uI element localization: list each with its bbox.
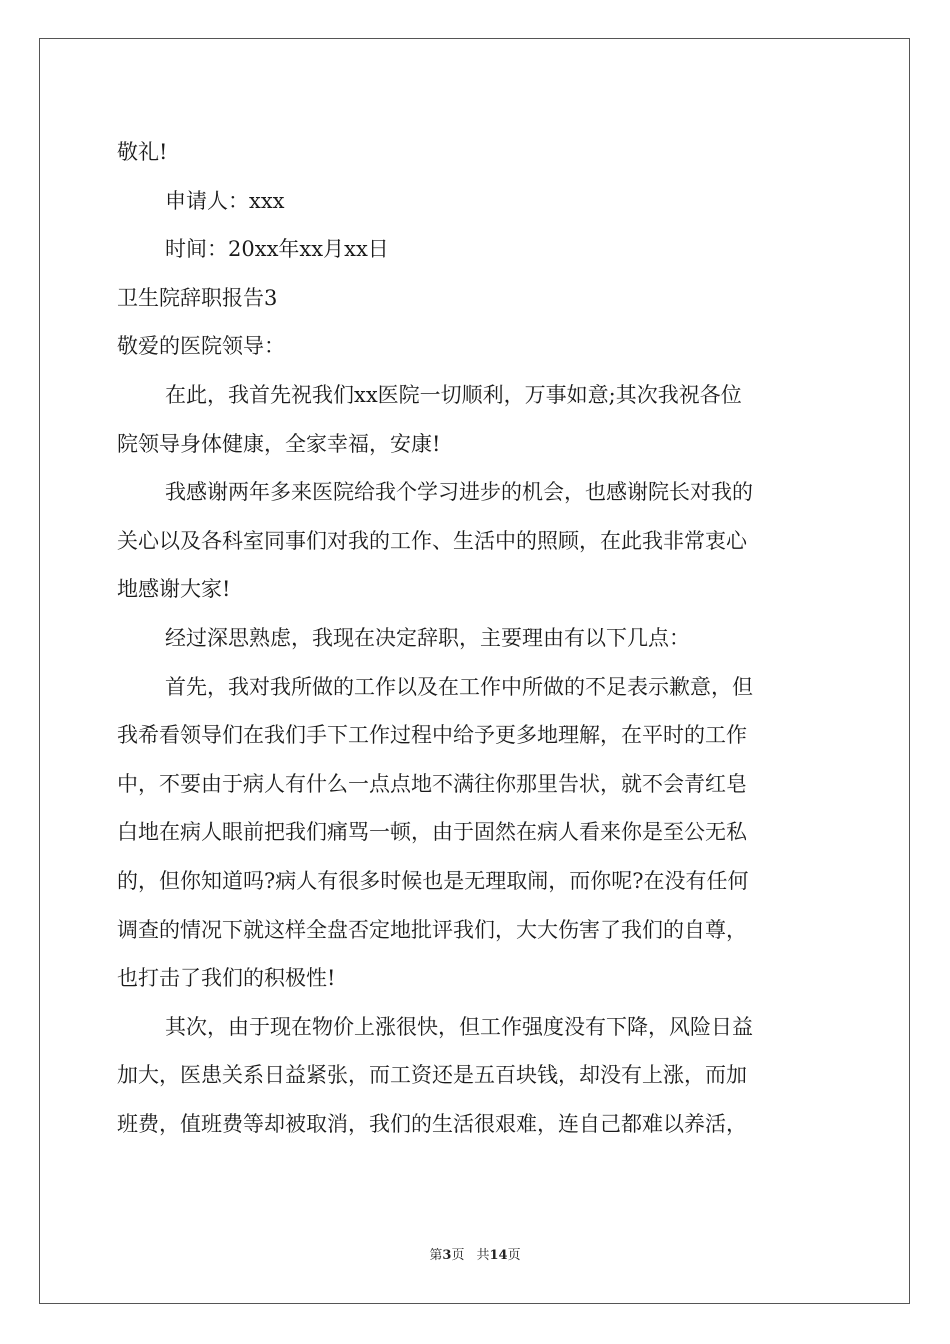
text-line: 关心以及各科室同事们对我的工作、生活中的照顾，在此我非常衷心 <box>117 528 747 553</box>
text-line: 院领导身体健康，全家幸福，安康! <box>117 431 441 456</box>
document-body <box>117 128 835 1148</box>
text-line: 经过深思熟虑，我现在决定辞职，主要理由有以下几点： <box>165 625 690 650</box>
text-line: 也打击了我们的积极性! <box>117 966 336 991</box>
text-line: 的，但你知道吗?病人有很多时候也是无理取闹，而你呢?在没有任何 <box>117 868 749 893</box>
text-line: 调查的情况下就这样全盘否定地批评我们，大大伤害了我们的自尊， <box>117 917 747 942</box>
text-line: 首先，我对我所做的工作以及在工作中所做的不足表示歉意，但 <box>165 674 753 699</box>
page-footer <box>0 1244 950 1263</box>
text-line: 中，不要由于病人有什么一点点地不满往你那里告状，就不会青红皂 <box>117 771 747 796</box>
total-prefix: 共 <box>476 1248 490 1263</box>
text-line: 在此，我首先祝我们xx医院一切顺利，万事如意;其次我祝各位 <box>165 382 742 407</box>
text-line: 我感谢两年多来医院给我个学习进步的机会，也感谢院长对我的 <box>165 480 753 505</box>
text-line: 时间：20xx年xx月xx日 <box>165 237 389 262</box>
text-line: 我希看领导们在我们手下工作过程中给予更多地理解，在平时的工作 <box>117 723 747 748</box>
text-line: 申请人：xxx <box>165 188 285 213</box>
text-line: 卫生院辞职报告3 <box>117 285 278 310</box>
text-line: 敬爱的医院领导： <box>117 334 285 359</box>
text-line: 班费，值班费等却被取消，我们的生活很艰难，连自己都难以养活， <box>117 1111 747 1136</box>
text-line: 其次，由于现在物价上涨很快，但工作强度没有下降，风险日益 <box>165 1014 753 1039</box>
page-current: 3 <box>442 1248 452 1263</box>
text-line: 敬礼! <box>117 140 168 164</box>
page-prefix: 第 <box>429 1248 443 1263</box>
total-suffix: 页 <box>507 1248 521 1263</box>
page-suffix: 页 <box>451 1248 465 1263</box>
text-line: 白地在病人眼前把我们痛骂一顿，由于固然在病人看来你是至公无私 <box>117 820 747 845</box>
page-total: 14 <box>489 1248 508 1263</box>
text-line: 加大，医患关系日益紧张，而工资还是五百块钱，却没有上涨，而加 <box>117 1063 747 1088</box>
text-line: 地感谢大家! <box>117 577 231 602</box>
